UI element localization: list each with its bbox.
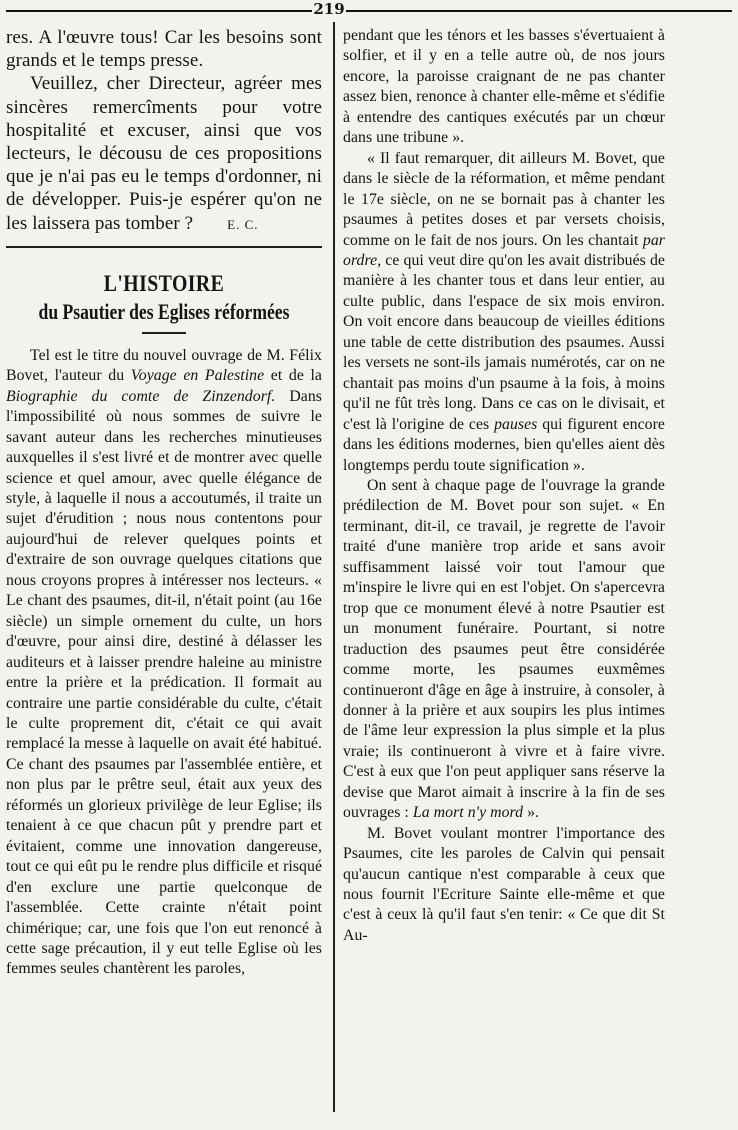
text-run: et de la xyxy=(264,367,322,385)
letter-closing-text: Veuillez, cher Directeur, agréer mes sincères remercîments pour votre hospitalité et excuser, ainsi que vos lecteurs, le décousu de ces propositions que je n'ai pas eu le temps d'ordonner, ni de développer. Puis-je espérer qu'on ne les laissera pas tomber ? xyxy=(6,73,322,234)
article-paragraph-1 xyxy=(6,346,322,980)
text-run: qui figurent encore dans les éditions modernes, bien qu'elles aient dès longtemps perdu toute signification ». xyxy=(343,415,665,474)
right-column xyxy=(343,26,665,946)
article-paragraph-4: M. Bovet voulant montrer l'importance des Psaumes, cite les paroles de Calvin qui pensait qu'aucun cantique n'est comparable à ceux que nous fournit l'Ecriture Sainte elle-même et que c'est à ceux là qu'il faut s'en tenir: « Ce que dit St Au- xyxy=(343,824,665,944)
letter-lead-paragraph: res. A l'œuvre tous! Car les besoins sont grands et le temps presse. xyxy=(6,27,322,72)
italic-title-biographie: Biographie du comte de Zinzendorf. xyxy=(6,387,276,405)
article-title-line1: L'HISTOIRE xyxy=(103,270,225,296)
text-run: On sent à chaque page de l'ouvrage la grande prédilection de M. Bovet pour son sujet. « En terminant, dit-il, ce travail, je regrette de l'avoir traité d'une manière trop aride et sans avoir suffisamment laissé voir tout l'amour que m'inspire le livre qui en est l'objet. On s'apercevra trop que ce monument élevé à notre Psautier est un monument funéraire. Pourtant, si notre traduction des psaumes peut être considérée comme morte, les psaumes euxmêmes continueront d'âge en âge à instruire, à consoler, à donner à la prière et aux soupirs les plus intimes de l'âme leur expression la plus simple et la plus vraie; ils continueront à vivre et à faire vivre. C'est à eux que l'on peut appliquer sans réserve la devise que Marot aimait à inscrire à la fin de ses ouvrages : xyxy=(343,476,665,822)
article-body-left xyxy=(6,346,322,980)
article-paragraph-2 xyxy=(343,149,665,476)
article-title xyxy=(6,270,322,334)
header-rule-left xyxy=(6,10,312,13)
column-divider xyxy=(333,22,335,1112)
italic-devise: La mort n'y mord xyxy=(412,804,524,822)
header-rule-right xyxy=(346,10,732,13)
left-column xyxy=(6,26,322,980)
letter-signature: E. C. xyxy=(227,216,259,232)
article-paragraph-3 xyxy=(343,476,665,824)
text-run: « Il faut remarquer, dit ailleurs M. Bovet, que dans le siècle de la réformation, et même pendant le 17e siècle, on ne se bornait pas à chanter les psaumes à petites doses et par versets choisis, comme on le fait de nos jours. On les chantait xyxy=(343,149,665,249)
text-run: , ce qui veut dire qu'on les avait distribués de manière à les chanter tous et dans leur entier, au culte public, dans l'espace de six mois environ. On voit encore dans beaucoup de vieilles éditions une table de cette distribution des psaumes. Aussi les versets ne sont-ils jamais numérotés, car on ne chantait pas moins d'un psaume à la fois, à moins qu'il ne fût très long. Dans ce cas on le divisait, et c'est là l'origine de ces xyxy=(343,251,665,433)
title-dash xyxy=(142,332,186,334)
letter-ending xyxy=(6,26,322,236)
continued-paragraph: pendant que les ténors et les basses s'évertuaient à solfier, et il y en a telle autre où, de nos jours encore, la paroisse craignant de ne pas chanter assez bien, renonce à chanter elle-même et s'édifie à entendre des cantiques exécutés par un chœur dans une tribune ». xyxy=(343,27,665,147)
article-separator-rule xyxy=(6,246,322,248)
text-run: Dans l'impossibilité où nous sommes de suivre le savant auteur dans les recherches minutieuses auxquelles il s'est livré et de montrer avec quelle science et quel amour, avec quelle élégance de style, à laquelle il nous a accoutumés, il traite un sujet d'érudition ; nous nous contentons pour aujourd'hui de relever quelques points et d'extraire de son ouvrage quelques citations que nous croyons propres à intéresser nos lecteurs. « Le chant des psaumes, dit-il, n'était point (au 16e siècle) un simple ornement du culte, un hors d'œuvre, pour ainsi dire, destiné à délasser les auditeurs et à laisser prendre haleine au ministre entre la prière et la prédication. Il formait au contraire une partie considérable du culte, c'était le culte proprement dit, c'était ce qui avait remplacé la messe à laquelle on avait été habitué. Ce chant des psaumes par l'assemblée entière, et non plus par le prêtre seul, était aux yeux des réformés un glorieux privilège de leur Eglise; ils tenaient à ce que chacun pût y prendre part et évitaient, comme une innovation dangereuse, tout ce qui eût pu le rendre plus difficile et risqué d'en exclure une partie quelconque de l'assemblée. Cette crainte n'était point chimérique; car, une fois que l'on eut renoncé à cette sage précaution, il y eut telle Eglise où les femmes seules chantèrent les paroles, xyxy=(6,387,322,978)
page-number: 219 xyxy=(313,0,345,18)
italic-par-ordre: par ordre xyxy=(343,231,665,269)
letter-closing-paragraph xyxy=(6,72,322,235)
italic-title-voyage: Voyage en Palestine xyxy=(130,367,265,385)
article-body-right xyxy=(343,26,665,946)
text-run: Tel est le titre du nouvel ouvrage de M. Félix Bovet, l'auteur du xyxy=(6,346,322,385)
text-run: ». xyxy=(523,804,540,822)
article-title-line2: du Psautier des Eglises réformées xyxy=(38,298,290,324)
italic-pauses: pauses xyxy=(494,415,538,433)
